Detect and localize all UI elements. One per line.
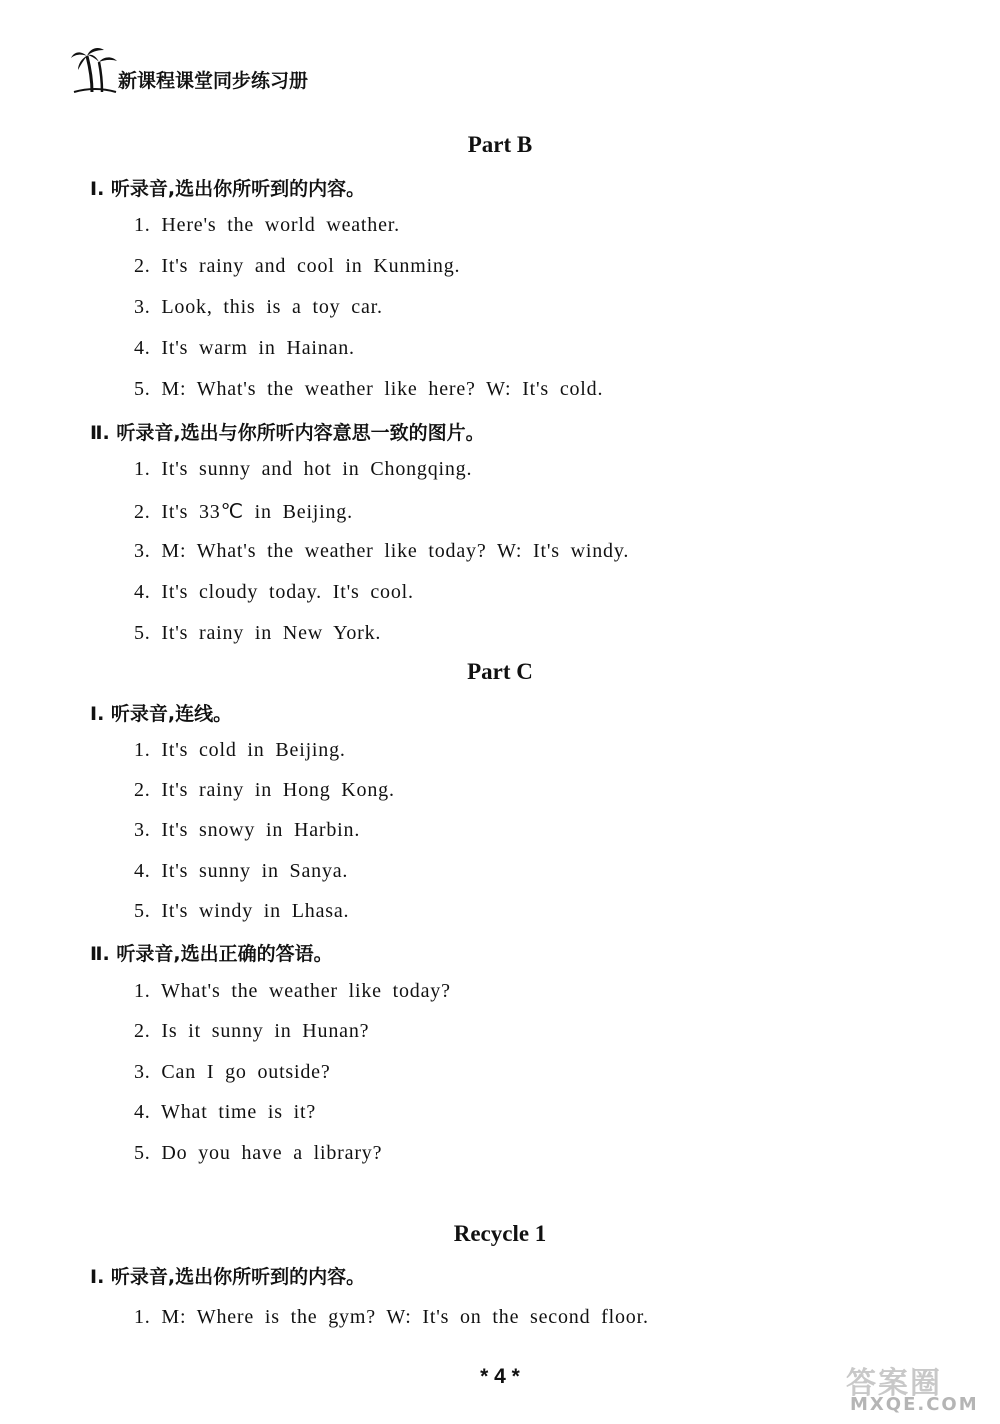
section-title-recycle-1: Recycle 1 [453,1221,547,1246]
question-heading: Ⅰ. 听录音,选出你所听到的内容。 [90,1266,366,1288]
question-heading: Ⅱ. 听录音,选出与你所听内容意思一致的图片。 [90,422,485,444]
section-title-part-b: Part B [467,132,533,157]
listening-item: 1. What's the weather like today? [134,980,451,1002]
watermark [846,1358,996,1420]
listening-item: 2. It's rainy and cool in Kunming. [134,255,461,277]
listening-item: 1. Here's the world weather. [134,214,400,236]
page-number: * 4 * [480,1365,520,1388]
listening-item: 1. It's sunny and hot in Chongqing. [134,458,473,480]
listening-item: 4. It's sunny in Sanya. [134,860,349,882]
listening-item: 5. It's windy in Lhasa. [134,900,350,922]
page-header [70,42,330,98]
listening-item: 5. It's rainy in New York. [134,622,382,644]
listening-item: 2. It's 33℃ in Beijing. [134,501,353,523]
listening-item: 3. Look, this is a toy car. [134,296,383,318]
watermark-text: MXQE.COM [850,1394,979,1415]
listening-item: 3. Can I go outside? [134,1061,331,1083]
question-heading: Ⅰ. 听录音,连线。 [90,703,233,725]
palm-tree-logo-icon [70,42,120,94]
listening-item: 1. M: Where is the gym? W: It's on the second floor. [134,1306,649,1328]
book-series-title: 新课程课堂同步练习册 [118,70,309,92]
listening-item: 3. M: What's the weather like today? W: It's windy. [134,540,630,562]
question-heading: Ⅰ. 听录音,选出你所听到的内容。 [90,178,366,200]
listening-item: 2. Is it sunny in Hunan? [134,1020,370,1042]
listening-item: 4. It's warm in Hainan. [134,337,355,359]
listening-item: 3. It's snowy in Harbin. [134,819,361,841]
section-title-part-c: Part C [467,659,533,684]
listening-item: 5. Do you have a library? [134,1142,383,1164]
listening-item: 5. M: What's the weather like here? W: It's cold. [134,378,604,400]
listening-item: 4. It's cloudy today. It's cool. [134,581,414,603]
question-heading: Ⅱ. 听录音,选出正确的答语。 [90,943,333,965]
listening-item: 4. What time is it? [134,1101,317,1123]
listening-item: 2. It's rainy in Hong Kong. [134,779,395,801]
listening-item: 1. It's cold in Beijing. [134,739,346,761]
watermark-logo: 答案圈 [846,1366,942,1401]
